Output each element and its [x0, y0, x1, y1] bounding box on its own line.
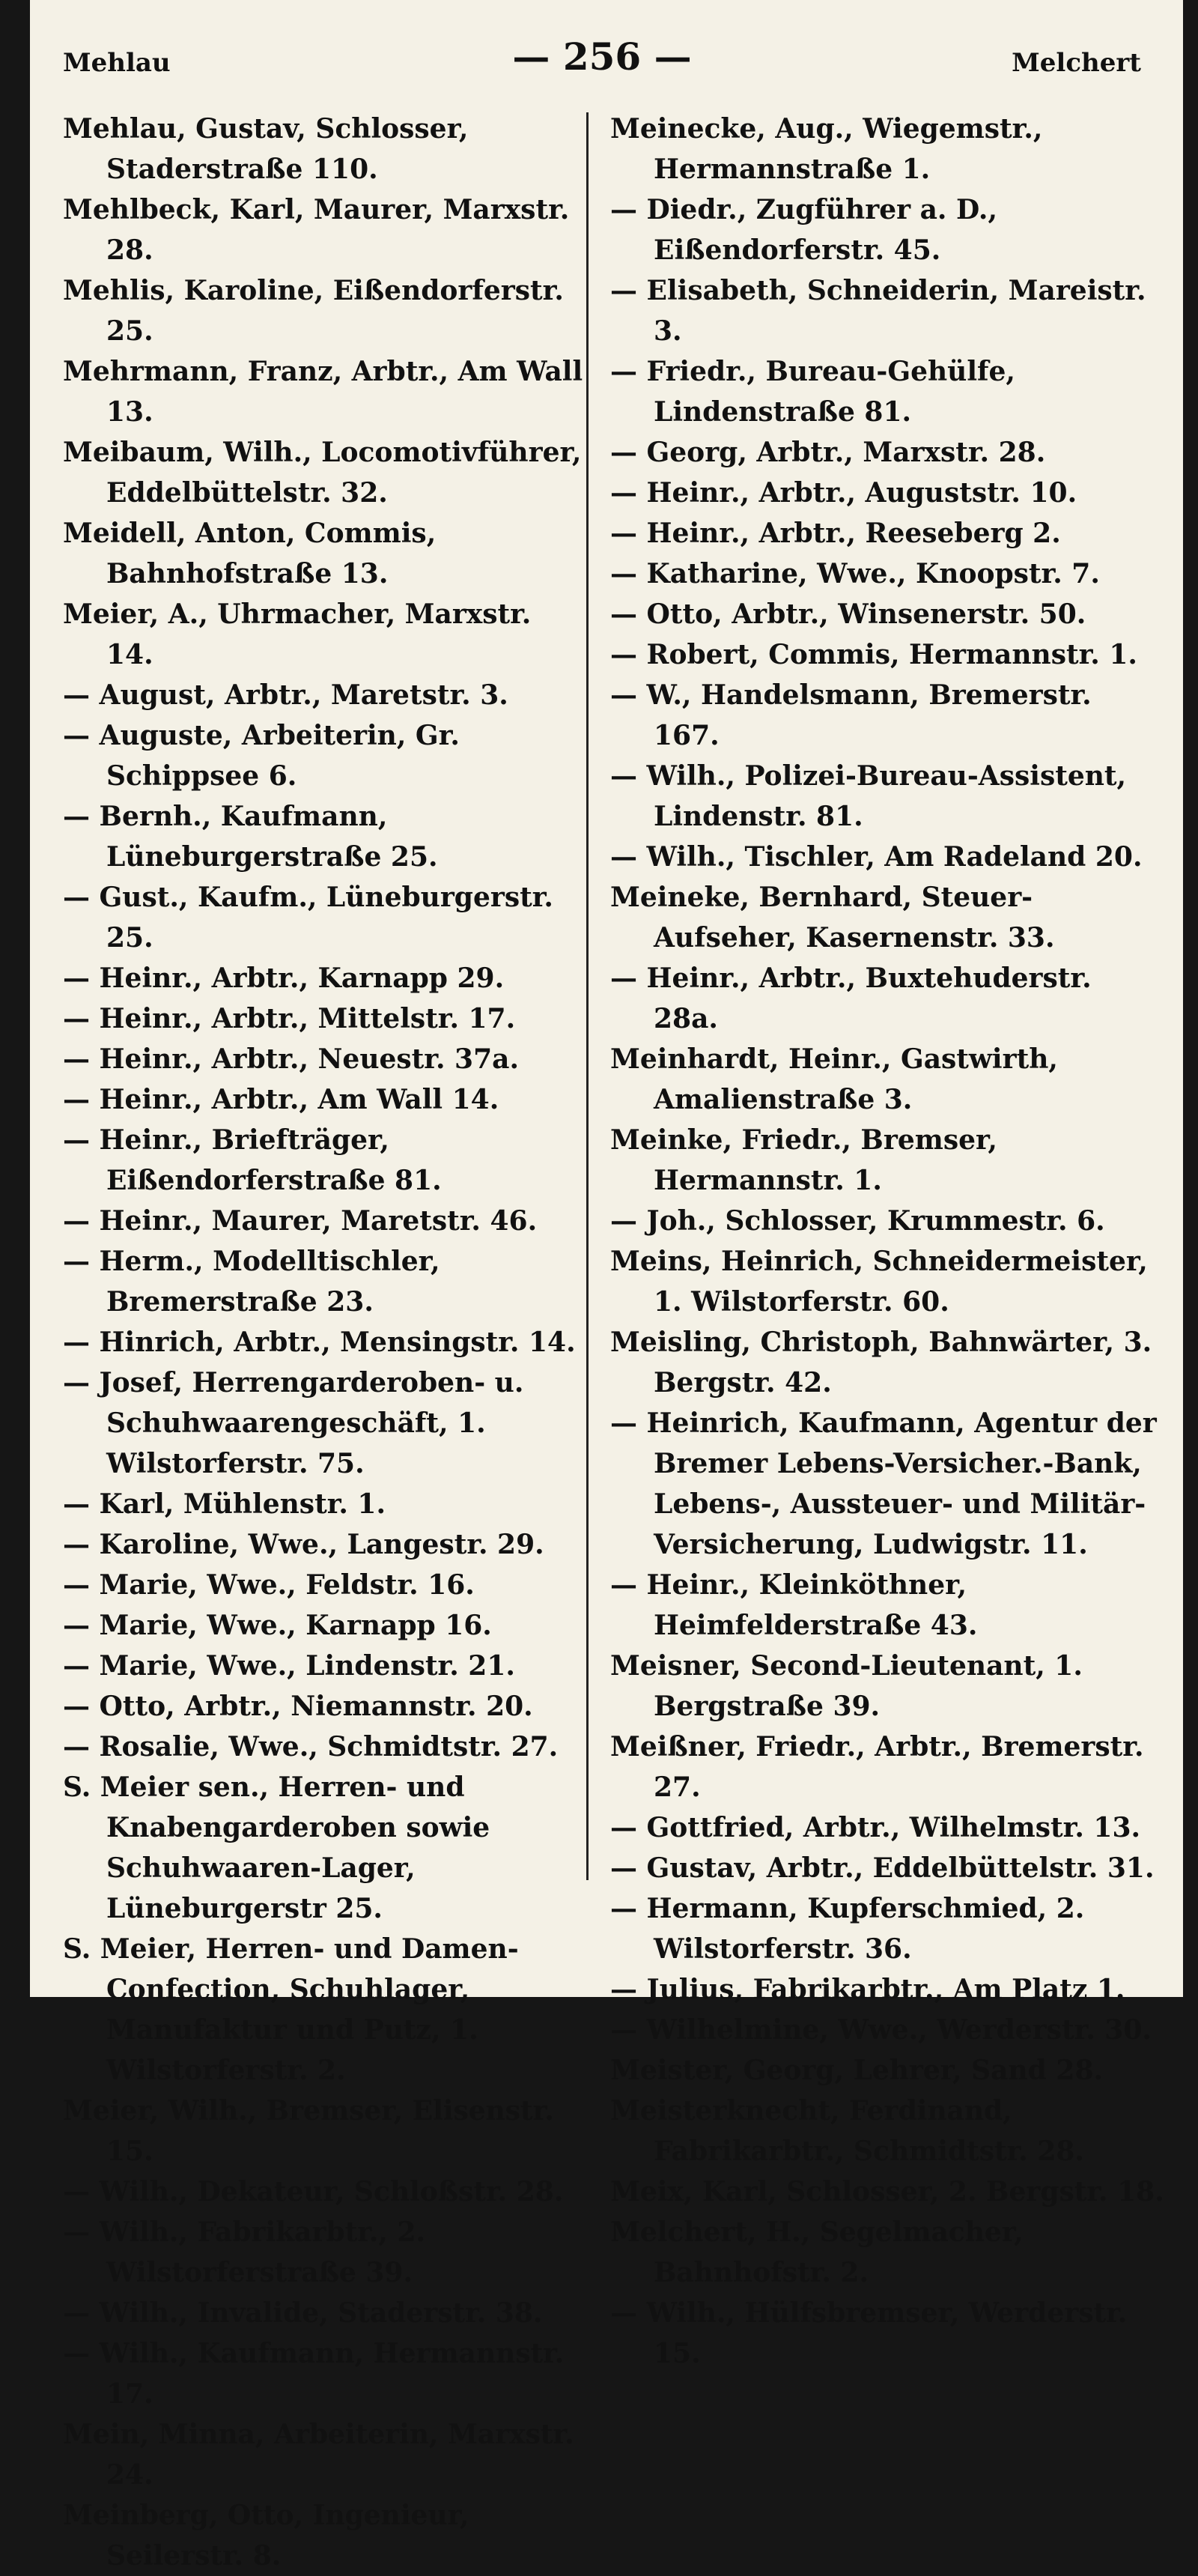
directory-entry: S. Meier sen., Herren- und Knabengarderoben sowie Schuhwaaren-Lager, Lüneburgerstr 25. — [63, 1772, 490, 1924]
directory-entry: — Herm., Modelltischler, Bremerstraße 23. — [63, 1246, 440, 1318]
directory-entry: — Karl, Mühlenstr. 1. — [63, 1488, 386, 1520]
directory-entry: — Julius, Fabrikarbtr., Am Platz 1. — [610, 1974, 1125, 2005]
directory-entry: Mehrmann, Franz, Arbtr., Am Wall 13. — [63, 356, 583, 428]
directory-entry: — Karoline, Wwe., Langestr. 29. — [63, 1529, 544, 1560]
directory-entry: — Gust., Kaufm., Lüneburgerstr. 25. — [63, 882, 553, 954]
directory-entry: Meins, Heinrich, Schneidermeister, 1. Wilstorferstr. 60. — [610, 1246, 1148, 1318]
directory-entry: S. Meier, Herren- und Damen-Confection, Schuhlager, Manufaktur und Putz, 1. Wilstorferstr. 2. — [63, 1933, 519, 2086]
directory-entry: Meibaum, Wilh., Locomotivführer, Eddelbüttelstr. 32. — [63, 437, 582, 509]
directory-page — [30, 0, 1183, 2572]
directory-entry: Meister, Georg, Lehrer, Sand 28. — [610, 2055, 1104, 2086]
left-column — [63, 109, 583, 2576]
directory-entry: Meisterknecht, Ferdinand, Fabrikarbtr., Schmidtstr. 28. — [610, 2095, 1084, 2167]
directory-entry: — Marie, Wwe., Karnapp 16. — [63, 1610, 492, 1641]
directory-entry: — Josef, Herrengarderoben- u. Schuhwaarengeschäft, 1. Wilstorferstr. 75. — [63, 1367, 524, 1479]
directory-entry: — Friedr., Bureau-Gehülfe, Lindenstraße 81. — [610, 356, 1015, 428]
directory-entry: — Gottfried, Arbtr., Wilhelmstr. 13. — [610, 1812, 1141, 1843]
directory-entry: — August, Arbtr., Maretstr. 3. — [63, 679, 508, 711]
directory-entry: Meisling, Christoph, Bahnwärter, 3. Bergstr. 42. — [610, 1327, 1152, 1398]
directory-entry: Meier, A., Uhrmacher, Marxstr. 14. — [63, 598, 532, 670]
directory-entry: Meinhardt, Heinr., Gastwirth, Amalienstraße 3. — [610, 1043, 1058, 1115]
column-divider — [586, 112, 589, 1880]
directory-entry: Meinke, Friedr., Bremser, Hermannstr. 1. — [610, 1124, 997, 1196]
page-header — [63, 34, 1141, 87]
directory-entry: — Bernh., Kaufmann, Lüneburgerstraße 25. — [63, 801, 438, 873]
directory-entry: — Heinr., Briefträger, Eißendorferstraße 81. — [63, 1124, 442, 1196]
directory-entry: — Gustav, Arbtr., Eddelbüttelstr. 31. — [610, 1852, 1155, 1884]
directory-entry: Meix, Karl, Schlosser, 2. Bergstr. 18. — [610, 2176, 1164, 2207]
directory-entry: — Robert, Commis, Hermannstr. 1. — [610, 639, 1137, 670]
directory-entry: — Marie, Wwe., Lindenstr. 21. — [63, 1650, 515, 1682]
header-last-entry: Melchert — [1012, 48, 1141, 78]
directory-entry: — Otto, Arbtr., Niemannstr. 20. — [63, 1691, 533, 1722]
directory-entry: Meidell, Anton, Commis, Bahnhofstraße 13. — [63, 518, 437, 590]
page-number: — 256 — — [512, 34, 692, 79]
directory-entry: — Auguste, Arbeiterin, Gr. Schippsee 6. — [63, 720, 460, 792]
directory-entry: Mehlbeck, Karl, Maurer, Marxstr. 28. — [63, 194, 570, 266]
directory-entry: Mein, Minna, Arbeiterin, Marxstr. 24. — [63, 2419, 574, 2491]
directory-entry: Meißner, Friedr., Arbtr., Bremerstr. 27. — [610, 1731, 1144, 1803]
directory-entry: — Heinr., Maurer, Maretstr. 46. — [63, 1205, 538, 1237]
directory-entry: — W., Handelsmann, Bremerstr. 167. — [610, 679, 1092, 751]
right-column — [610, 109, 1164, 2374]
directory-entry: — Marie, Wwe., Feldstr. 16. — [63, 1569, 475, 1601]
directory-entry: Meinecke, Aug., Wiegemstr., Hermannstraße 1. — [610, 113, 1043, 185]
directory-entry: Melchert, H., Segelmacher, Bahnhofstr. 2. — [610, 2216, 1024, 2288]
directory-entry: Meier, Wilh., Bremser, Elisenstr. 15. — [63, 2095, 554, 2167]
directory-entry: Meineke, Bernhard, Steuer-Aufseher, Kasernenstr. 33. — [610, 882, 1055, 954]
directory-entry: — Katharine, Wwe., Knoopstr. 7. — [610, 558, 1100, 590]
directory-entry: — Diedr., Zugführer a. D., Eißendorferstr. 45. — [610, 194, 997, 266]
directory-entry: — Heinr., Arbtr., Mittelstr. 17. — [63, 1003, 516, 1034]
directory-entry: — Wilh., Dekateur, Schloßstr. 28. — [63, 2176, 564, 2207]
directory-entry: — Wilh., Invalide, Staderstr. 38. — [63, 2297, 543, 2329]
directory-entry: Mehlau, Gustav, Schlosser, Staderstraße 110. — [63, 113, 469, 185]
directory-entry: Meisner, Second-Lieutenant, 1. Bergstraße 39. — [610, 1650, 1083, 1722]
directory-entry: — Joh., Schlosser, Krummestr. 6. — [610, 1205, 1105, 1237]
directory-entry: — Heinr., Arbtr., Am Wall 14. — [63, 1084, 499, 1115]
directory-entry: — Hermann, Kupferschmied, 2. Wilstorferstr. 36. — [610, 1893, 1085, 1965]
directory-entry: — Heinr., Arbtr., Buxtehuderstr. 28a. — [610, 963, 1092, 1034]
directory-entry: — Georg, Arbtr., Marxstr. 28. — [610, 437, 1046, 468]
directory-entry: — Wilh., Tischler, Am Radeland 20. — [610, 841, 1143, 873]
directory-entry: — Heinrich, Kaufmann, Agentur der Bremer Lebens-Versicher.-Bank, Lebens-, Aussteuer- und Militär-Versicherung, Ludwigstr. 11. — [610, 1407, 1157, 1560]
header-first-entry: Mehlau — [63, 48, 171, 78]
directory-entry: — Heinr., Kleinköthner, Heimfelderstraße 43. — [610, 1569, 978, 1641]
directory-entry: — Elisabeth, Schneiderin, Mareistr. 3. — [610, 275, 1146, 347]
directory-entry: — Wilhelmine, Wwe., Werderstr. 30. — [610, 2014, 1152, 2046]
directory-entry: — Wilh., Polizei-Bureau-Assistent, Lindenstr. 81. — [610, 760, 1127, 832]
directory-entry: — Hinrich, Arbtr., Mensingstr. 14. — [63, 1327, 576, 1358]
directory-entry: — Heinr., Arbtr., Auguststr. 10. — [610, 477, 1077, 509]
directory-entry: — Heinr., Arbtr., Reeseberg 2. — [610, 518, 1061, 549]
directory-entry: — Wilh., Hülfsbremser, Werderstr. 15. — [610, 2297, 1128, 2369]
directory-entry: — Rosalie, Wwe., Schmidtstr. 27. — [63, 1731, 559, 1763]
directory-entry: Meinberg, Otto, Ingenieur, Seilerstr. 8. — [63, 2500, 469, 2572]
directory-entry: — Otto, Arbtr., Winsenerstr. 50. — [610, 598, 1086, 630]
directory-entry: — Wilh., Kaufmann, Hermannstr. 17. — [63, 2338, 565, 2410]
directory-entry: Mehlis, Karoline, Eißendorferstr. 25. — [63, 275, 564, 347]
directory-entry: — Wilh., Fabrikarbtr., 2. Wilstorferstraße 39. — [63, 2216, 426, 2288]
directory-entry: — Heinr., Arbtr., Neuestr. 37a. — [63, 1043, 519, 1075]
directory-entry: — Heinr., Arbtr., Karnapp 29. — [63, 963, 505, 994]
